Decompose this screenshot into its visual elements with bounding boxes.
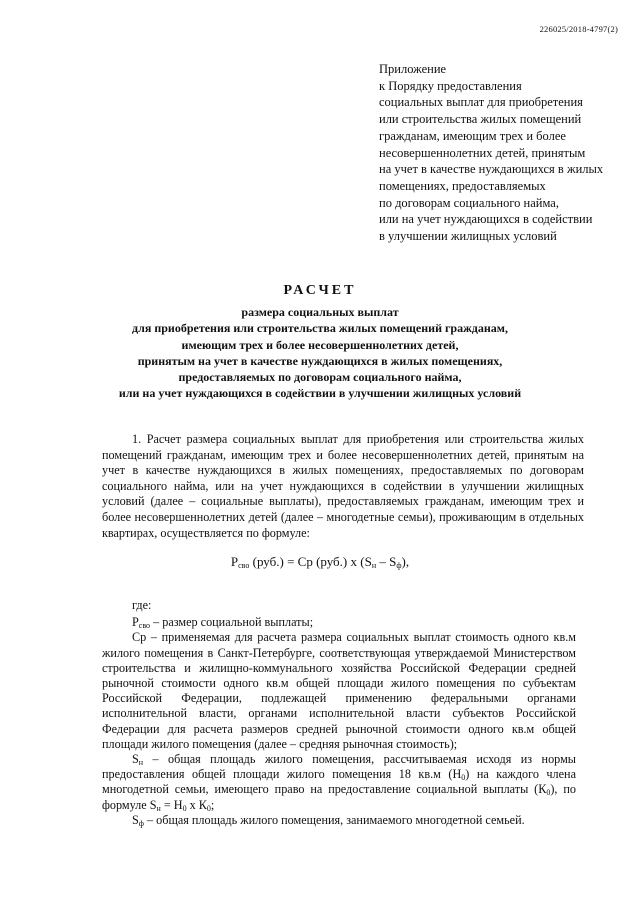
where-label: где: [132,598,152,612]
title-line: предоставляемых по договорам социального найма, [178,370,462,385]
definition-text: ), по формуле S [102,782,576,812]
definition-sf [102,813,576,828]
formula-subscript: ф [396,561,402,570]
appendix-line: или на учет нуждающихся в содействии [379,212,593,227]
symbol-subscript: 0 [206,803,211,813]
symbol-subscript: 0 [182,803,187,813]
definition-sn [102,752,576,813]
symbol-subscript: н [138,758,144,768]
appendix-line: на учет в качестве нуждающихся в жилых [379,162,604,177]
appendix-line: несовершеннолетних детей, принятым [379,145,586,160]
definition-text: ; [210,797,215,812]
title-line: для приобретения или строительства жилых помещений гражданам, [132,321,508,336]
definition-cp: Ср – применяемая для расчета размера социальных выплат стоимость одного кв.м жилого помещения в Санкт-Петербурге, соответствующая утверждаемой Министерством строительства и жилищно-коммунального хозяйства Российской Федерации средней рыночной стоимости одного кв.м общей площади жилого помещения по субъектам Российской Федерации, подлежащей применению федеральными органами исполнительной власти, органами исполнительной власти субъектов Российской Федерации для расчета размеров средней рыночной стоимости одного кв.м общей площади жилого помещения (далее – средняя рыночная стоимость); [102,630,576,751]
formula-part: Р [230,554,239,569]
title-line: имеющим трех и более несовершеннолетних детей, [181,337,459,352]
document-id: 226025/2018-4797(2) [539,24,618,34]
title-line: или на учет нуждающихся в содействии в улучшении жилищных условий [118,386,522,401]
symbol-subscript: ф [138,818,144,828]
definition-text: х К [186,797,207,812]
title-line: принятым на учет в качестве нуждающихся в жилых помещениях, [137,353,503,368]
formula-part: (руб.) = Ср (руб.) х (S [249,554,372,569]
appendix-line: по договорам социального найма, [379,195,559,210]
definition-text: – размер социальной выплаты; [150,615,314,630]
appendix-block [379,61,629,245]
formula-part: ), [401,554,410,569]
appendix-line: к Порядку предоставления [379,78,522,93]
appendix-line: помещениях, предоставляемых [379,178,546,193]
appendix-line: социальных выплат для приобретения [379,95,583,110]
document-title [60,283,580,402]
formula-subscript: сво [238,561,250,570]
symbol: S [132,812,139,827]
appendix-line: Приложение [379,62,447,76]
appendix-line: в улучшении жилищных условий [379,229,557,244]
appendix-line: гражданам, имеющим трех и более [379,128,566,143]
paragraph-1: 1. Расчет размера социальных выплат для приобретения или строительства жилых помещений гражданам, имеющим трех и более несовершеннолетних детей, принятым на учет в качестве нуждающихся в жилых помещениях, предоставляемых по договорам социального найма, или на учет нуждающихся в содействии в улучшении жилищных условий (далее – социальные выплаты), предоставляемых гражданам, имеющим трех и более несовершеннолетних детей (далее – многодетные семьи), проживающим в отдельных квартирах, осуществляется по формуле: [102,432,584,540]
definition-text: – общая площадь жилого помещения, рассчитываемая исходя из нормы предоставления общей площади жилого помещения 18 кв.м (Н [102,752,576,782]
symbol-subscript: 0 [461,773,466,783]
title-line: размера социальных выплат [241,305,399,319]
title-main: РАСЧЕТ [283,283,357,298]
formula-part: – S [376,554,397,569]
definition-text: ) на каждого члена многодетной семьи, имеющего право на предоставление социальной выплаты (К [102,767,576,797]
definition-text: = Н [160,797,183,812]
symbol-subscript: сво [138,621,151,631]
symbol-subscript: 0 [546,788,551,798]
formula [0,554,640,570]
formula-subscript: н [371,561,377,570]
symbol: S [132,752,139,767]
definition-text: – общая площадь жилого помещения, занимаемого многодетной семьей. [143,812,525,827]
symbol: Р [132,615,139,630]
appendix-line: или строительства жилых помещений [379,112,582,127]
definitions-block [102,598,576,828]
definition-p [102,615,576,630]
symbol-subscript: н [156,803,161,813]
